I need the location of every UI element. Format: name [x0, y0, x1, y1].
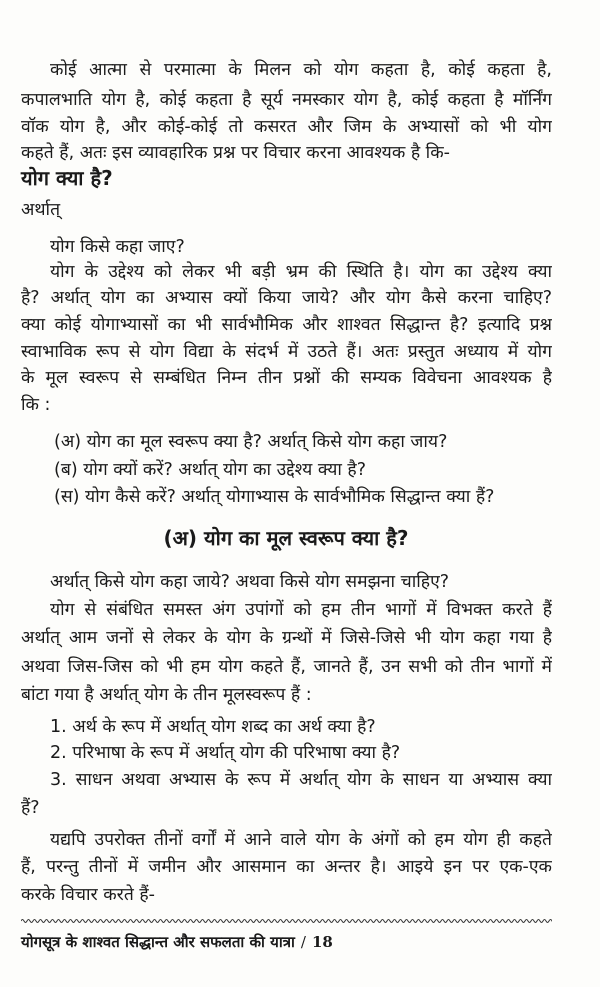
text-line: कि : [21, 395, 51, 415]
text-line: कपालभाति योग है, कोई कहता है सूर्य नमस्कार योग है, कोई कहता है मॉर्निंग [21, 90, 552, 110]
text-line: है? अर्थात् योग का अभ्यास क्यों किया जाये? और योग कैसे करना चाहिए? [21, 288, 552, 308]
page-number: 18 [311, 933, 333, 951]
text-line: के मूल स्वरूप से सम्बंधित निम्न तीन प्रश्नों की सम्यक विवेचना आवश्यक है [21, 368, 552, 388]
footer-wavy-rule [21, 917, 552, 925]
text-line: स्वाभाविक रूप से योग विद्या के संदर्भ में उठते हैं। अतः प्रस्तुत अध्याय में योग [21, 342, 552, 362]
book-title: योगसूत्र के शाश्वत सिद्धान्त और सफलता की यात्रा [21, 933, 295, 951]
text-line: यद्यपि उपरोक्त तीनों वर्गों में आने वाले योग के अंगों को हम योग ही कहते [50, 830, 552, 850]
text-line: योग किसे कहा जाए? [50, 237, 185, 257]
text-line: क्या कोई योगाभ्यासों का भी सार्वभौमिक और शाश्वत सिद्धान्त है? इत्यादि प्रश्न [21, 315, 552, 335]
list-item: 3. साधन अथवा अभ्यास के रूप में अर्थात् योग के साधन या अभ्यास क्या [50, 770, 552, 790]
question-item: (ब) योग क्यों करें? अर्थात् योग का उद्देश्य क्या है? [54, 460, 367, 480]
text-line: कोई आत्मा से परमात्मा के मिलन को योग कहता है, कोई कहता है, [50, 60, 552, 80]
text-line: हैं? [21, 798, 40, 818]
text-line: अर्थात् [21, 200, 61, 220]
section-heading: योग क्या है? [21, 166, 113, 190]
text-line: अर्थात् किसे योग कहा जाये? अथवा किसे योग समझना चाहिए? [50, 572, 450, 592]
text-line: योग से संबंधित समस्त अंग उपांगों को हम तीन भागों में विभक्त करते हैं [50, 600, 552, 620]
text-line: योग के उद्देश्य को लेकर भी बड़ी भ्रम की स्थिति है। योग का उद्देश्य क्या [50, 262, 552, 282]
question-item: (अ) योग का मूल स्वरूप क्या है? अर्थात् किसे योग कहा जाय? [54, 432, 448, 452]
text-line: कहते हैं, अतः इस व्यावहारिक प्रश्न पर विचार करना आवश्यक है कि- [21, 143, 450, 163]
text-line: बांटा गया है अर्थात् योग के तीन मूलस्वरूप हैं : [21, 685, 312, 705]
footer-separator: / [300, 933, 306, 951]
list-item: 1. अर्थ के रूप में अर्थात् योग शब्द का अर्थ क्या है? [50, 717, 376, 737]
text-line: अथवा जिस-जिस को भी हम योग कहते हैं, जानते हैं, उन सभी को तीन भागों में [21, 657, 552, 677]
text-line: करके विचार करते हैं- [21, 885, 155, 905]
text-line: अर्थात् आम जनों से लेकर के योग के ग्रन्थों में जिसे-जिसे भी योग कहा गया है [21, 628, 552, 648]
question-item: (स) योग कैसे करें? अर्थात् योगाभ्यास के सार्वभौमिक सिद्धान्त क्या हैं? [54, 487, 495, 507]
text-line: वॉक योग है, और कोई-कोई तो कसरत और जिम के अभ्यासों को भी योग [21, 117, 552, 137]
subsection-heading: (अ) योग का मूल स्वरूप क्या है? [163, 526, 409, 550]
list-item: 2. परिभाषा के रूप में अर्थात् योग की परिभाषा क्या है? [50, 743, 401, 763]
text-line: हैं, परन्तु तीनों में जमीन और आसमान का अन्तर है। आइये इन पर एक-एक [21, 857, 552, 877]
page-footer [21, 932, 333, 952]
